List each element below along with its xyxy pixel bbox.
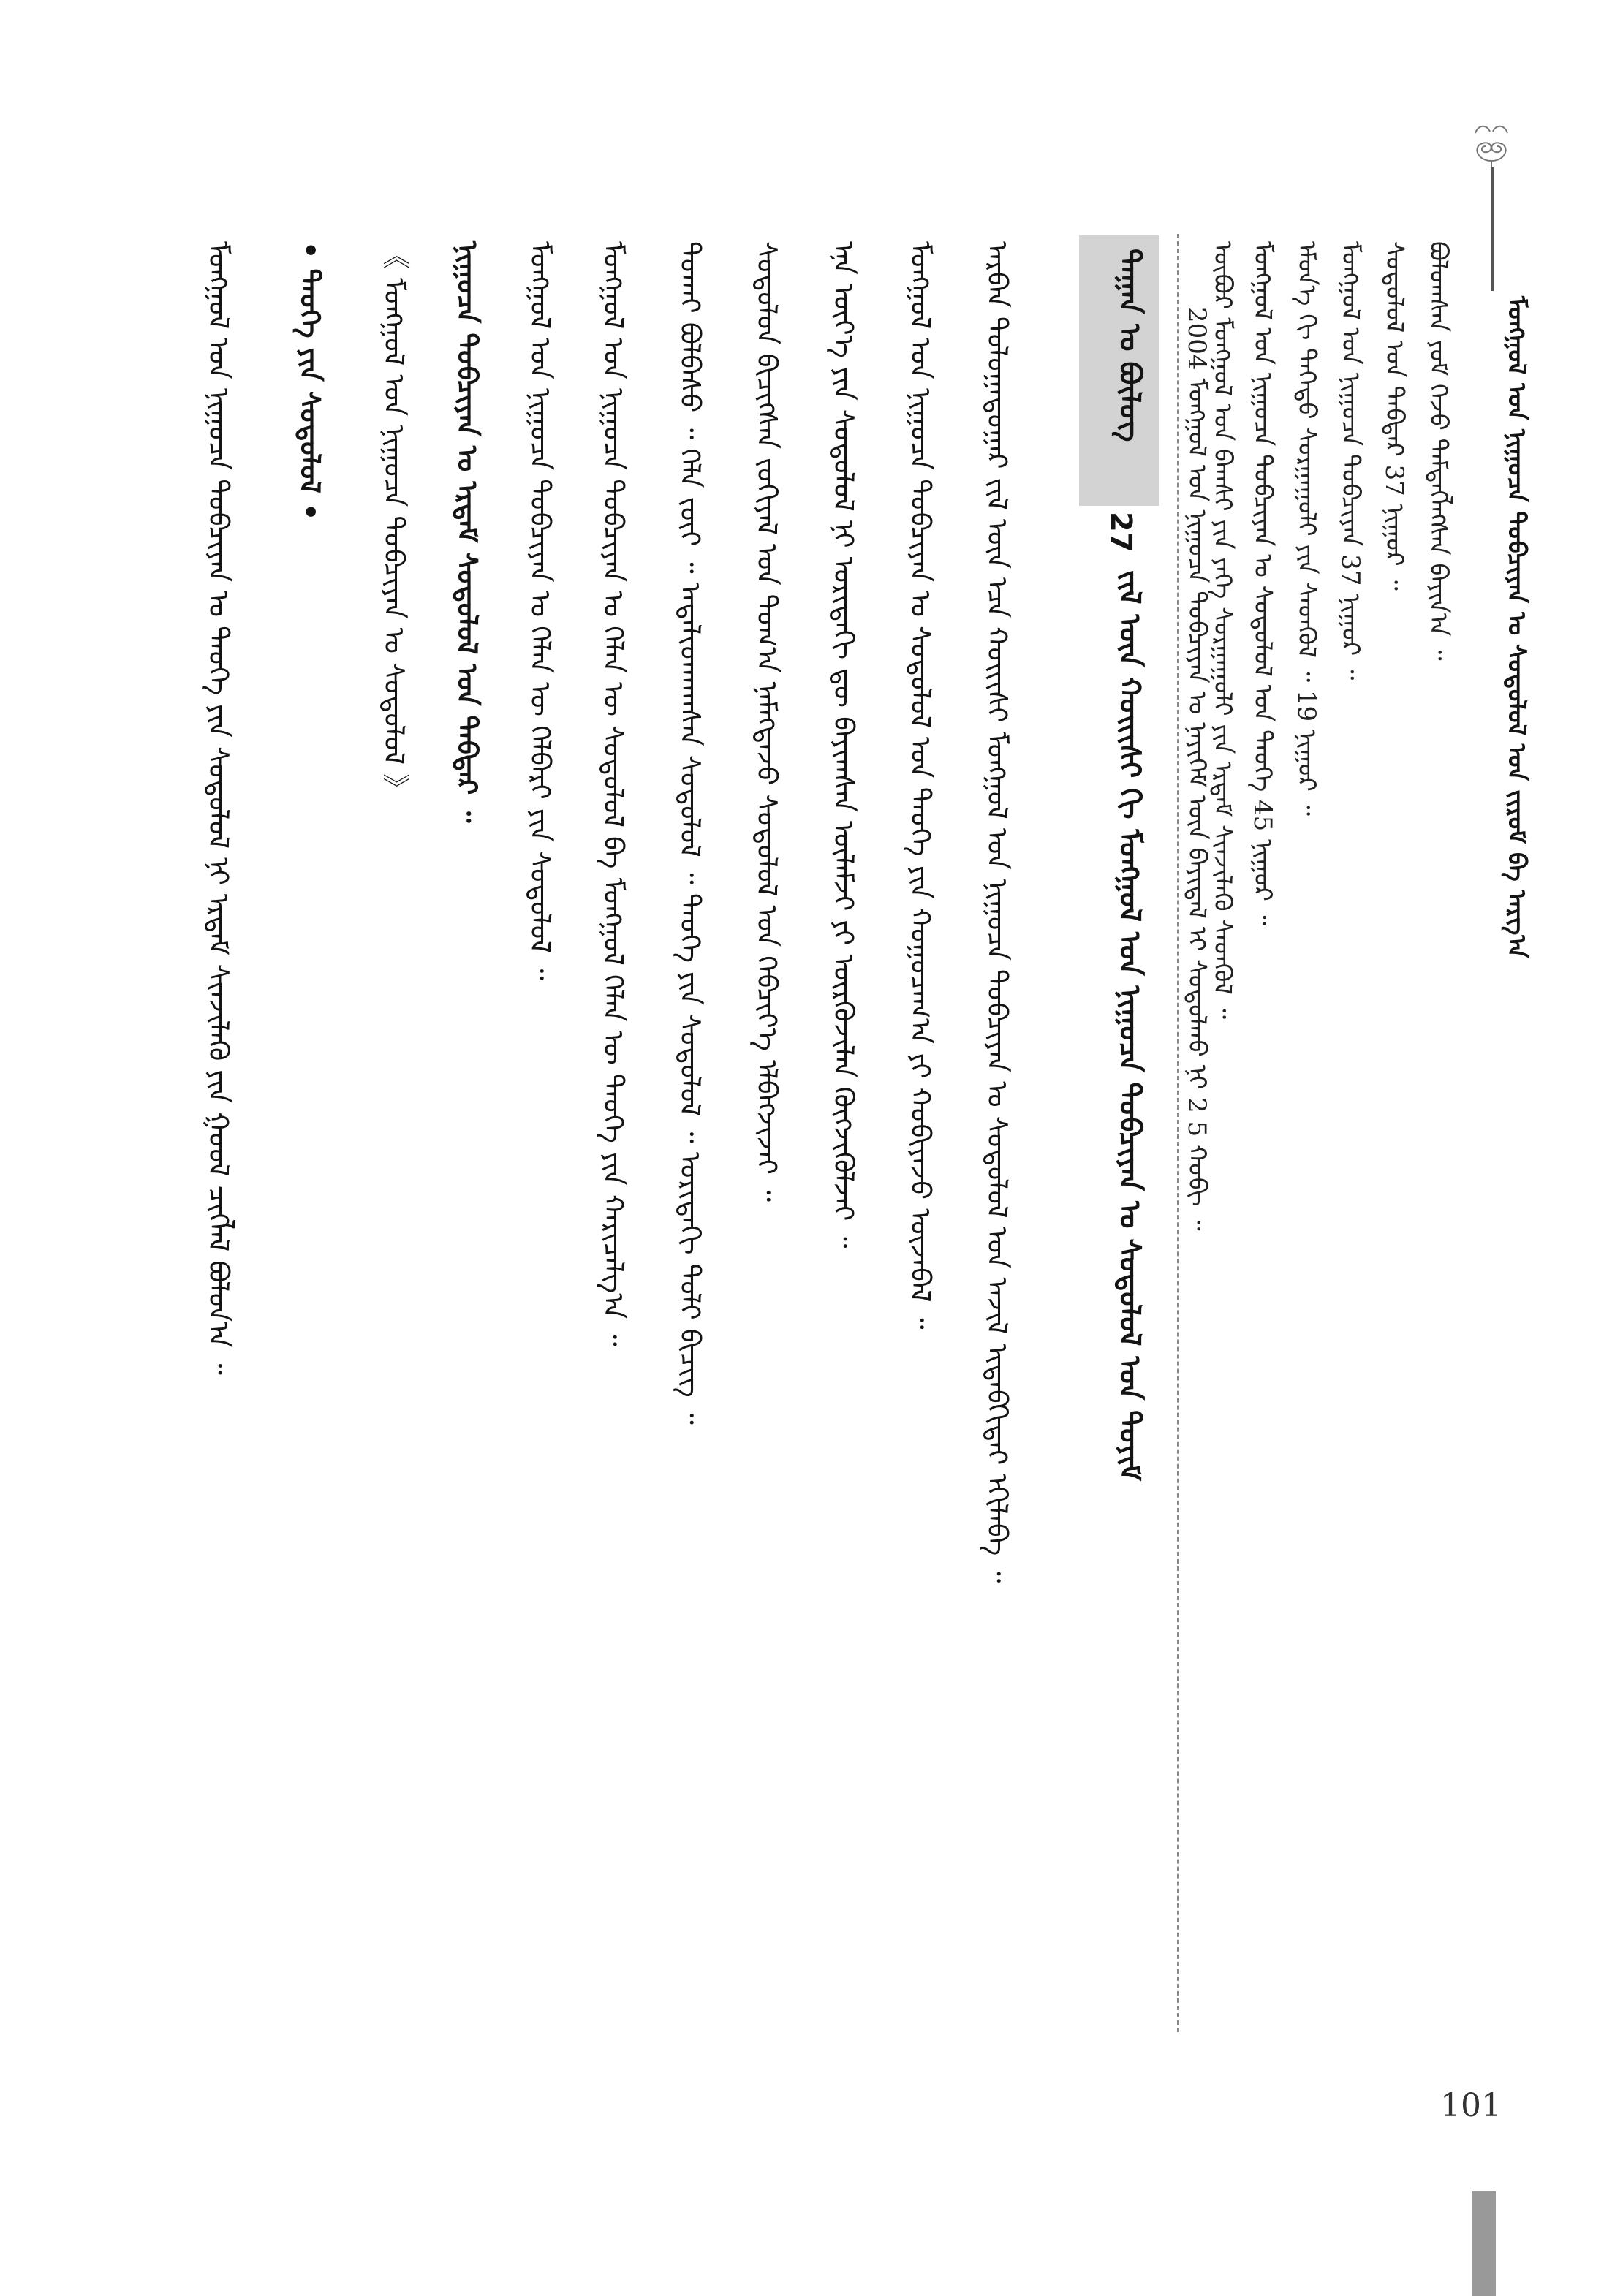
body-column-8: ᠨᠢᠭᠤᠴᠠ ᠲᠣᠪᠴᠢᠶᠠᠨ ᠤ ᠡᠷᠳᠡᠮ ᠰᠤᠳᠤᠯᠤᠯ ᠤᠨ ᠳᠡᠪᠲᠡᠷ ᠃ (451, 241, 483, 823)
footnote-5: ᠮᠣᠩᠭᠣᠯ ᠤᠨ ᠨᠢᠭᠤᠴᠠ ᠲᠣᠪᠴᠢᠶᠠᠨ ᠤ ᠰᠤᠳᠤᠯᠤᠯ ᠤᠨ ᠲᠡᠦᠬᠡ 45 ᠨᠢᠭᠤᠷ ᠃ (1248, 241, 1277, 926)
footnote-5-page: 45 (1248, 799, 1277, 832)
body-column-4: ᠰᠤᠳᠤᠯᠤᠨ ᠪᠢᠴᠢᠭᠰᠡᠨ ᠵᠣᠬᠢᠶᠠᠯ ᠤᠨ ᠲᠣᠭ᠎ᠠ ᠨᠡᠮᠡᠭᠳᠡᠵᠦ ᠰᠤᠳᠤᠯᠤᠯ ᠤᠨ ᠬᠡᠪᠴᠢᠶ᠎ᠡ ᠡᠯᠪᠡᠭᠵᠢᠵᠡᠢ ᠃ (751, 241, 783, 1202)
page-edge-tab (1472, 2191, 1496, 2296)
body-column-2: ᠮᠣᠩᠭᠣᠯ ᠤᠨ ᠨᠢᠭᠤᠴᠠ ᠲᠣᠪᠴᠢᠶᠠᠨ ᠤ ᠰᠤᠳᠤᠯᠤᠯ ᠤᠨ ᠲᠡᠦᠬᠡ ᠶᠢᠨ ᠬᠤᠭᠤᠴᠠᠭ᠎ᠠ ᠶᠢ ᠬᠤᠪᠢᠶᠠᠵᠤ ᠦᠵᠡᠪᠡᠯ ᠃ (904, 241, 937, 1330)
subheading-number: 27 (1104, 512, 1138, 553)
footnote-4-page: 19 (1292, 689, 1321, 722)
subheading-title: ᠵᠢᠯ ᠦᠨ ᠬᠣᠢᠢᠰᠢ ᠬᠢ ᠮᠣᠩᠭᠣᠯ ᠤᠨ ᠨᠢᠭᠤᠴᠠ ᠲᠣᠪᠴᠢᠶᠠᠨ ᠤ ᠰᠤᠳᠤᠯᠤᠯ ᠤᠨ ᠲᠣᠶᠢᠮ (1113, 570, 1146, 1481)
body-column-11: ᠮᠣᠩᠭᠣᠯ ᠤᠨ ᠨᠢᠭᠤᠴᠠ ᠲᠣᠪᠴᠢᠶᠠᠨ ᠤ ᠲᠡᠦᠬᠡ ᠶᠢᠨ ᠰᠤᠳᠤᠯᠤᠯ ᠨᠢ ᠡᠷᠳᠡᠮ ᠰᠢᠨᠵᠢᠯᠡᠬᠦ ᠶᠢᠨ ᠭᠣᠣᠯ ᠴᠢᠭᠯᠡᠯ ᠪᠣᠯᠤᠨ᠎ᠠ ᠃ (203, 241, 235, 1375)
subheading-label: ᠳᠠᠭᠠᠨ ᠤ ᠪᠦᠯᠦᠭ (1113, 249, 1146, 442)
body-column-7: ᠮᠣᠩᠭᠣᠯ ᠤᠨ ᠨᠢᠭᠤᠴᠠ ᠲᠣᠪᠴᠢᠶᠠᠨ ᠤ ᠬᠡᠯᠡᠨ ᠦ ᠬᠡᠯᠪᠡᠷᠢ ᠶᠢᠨ ᠰᠤᠳᠤᠯᠤᠯ ᠃ (524, 241, 556, 980)
body-column-9: 《 ᠮᠣᠩᠭᠣᠯ ᠤᠨ ᠨᠢᠭᠤᠴᠠ ᠲᠣᠪᠴᠢᠶᠠᠨ ᠤ ᠰᠤᠳᠤᠯᠤᠯ 》 (378, 241, 410, 802)
section-heading: • ᠲᠡᠦᠬᠡ ᠶᠢᠨ ᠰᠤᠳᠤᠯᠤᠯ • (294, 241, 326, 521)
footnote-7-day: 2 (1182, 1097, 1211, 1113)
footnote-4: ᠡᠮᠦᠨ᠎ᠡ ᠬᠢ ᠳᠡᠭᠡᠳᠦ ᠰᠤᠷᠭᠠᠭᠤᠯᠢ ᠶᠢᠨ ᠰᠡᠳᠬᠦᠯ ᠃ 19 ᠨᠢᠭᠤᠷ ᠃ (1292, 241, 1321, 816)
footnote-7: 2004 ᠮᠣᠩᠭᠣᠯ ᠤᠨ ᠨᠢᠭᠤᠴᠠ ᠲᠣᠪᠴᠢᠶᠠᠨ ᠤ ᠨᠡᠶᠢᠭᠡᠮ ᠦᠨ ᠪᠠᠶᠢᠳᠠᠯ ᠢ ᠰᠤᠳᠤᠯᠬᠤ ᠨᠢ 2 5 ᠬᠤᠪᠢ ᠃ (1182, 307, 1211, 1231)
footnote-2-page: 37 (1380, 464, 1409, 496)
footnote-7-month: 5 (1182, 1121, 1211, 1137)
footnote-3-page: 37 (1336, 554, 1365, 586)
page-number: 101 (1440, 2087, 1502, 2124)
flourish-ornament-icon (1462, 117, 1521, 168)
footnote-separator (1177, 234, 1179, 2032)
body-column-6: ᠮᠣᠩᠭᠣᠯ ᠤᠨ ᠨᠢᠭᠤᠴᠠ ᠲᠣᠪᠴᠢᠶᠠᠨ ᠤ ᠬᠡᠯᠡᠨ ᠦ ᠰᠤᠳᠤᠯᠤᠯ ᠪᠠ ᠮᠣᠩᠭᠣᠯ ᠬᠡᠯᠡᠨ ᠦ ᠲᠡᠦᠬᠡ ᠶᠢᠨ ᠬᠠᠷᠢᠴᠠᠯᠭ᠎ᠠ ᠃ (597, 241, 629, 1346)
footnote-3: ᠮᠣᠩᠭᠣᠯ ᠤᠨ ᠨᠢᠭᠤᠴᠠ ᠲᠣᠪᠴᠢᠶᠠᠨ 37 ᠨᠢᠭᠤᠷ ᠃ (1336, 241, 1365, 681)
footnote-2: ᠰᠤᠳᠤᠯᠤᠯ ᠤᠨ ᠳᠡᠪᠲᠡᠷ 37 ᠨᠢᠭᠤᠷ ᠃ (1380, 241, 1409, 591)
running-header: ᠮᠣᠩᠭᠣᠯ ᠤᠨ ᠨᠢᠭᠤᠴᠠ ᠲᠣᠪᠴᠢᠶᠠᠨ ᠤ ᠰᠤᠳᠤᠯᠤᠯ ᠤᠨ ᠵᠢᠷᠤᠮ ᠪᠠ ᠠᠷᠭ᠎ᠠ (1502, 296, 1531, 958)
footnote-7-year: 2004 (1182, 307, 1211, 371)
header-rule (1491, 167, 1494, 291)
body-column-3: ᠡᠨᠡ ᠦᠶ᠎ᠡ ᠶᠢᠨ ᠰᠤᠳᠤᠯᠤᠯ ᠨᠢ ᠤᠷᠢᠳᠠᠬᠢ ᠳᠦ ᠪᠠᠶᠢᠭᠰᠠᠨ ᠦᠯᠡᠮᠵᠢ ᠶᠢ ᠦᠷᠭᠦᠵᠢᠯᠡᠨ ᠬᠦᠭᠵᠢᠭᠦᠯᠵᠡᠢ ᠃ (828, 241, 860, 1249)
body-column-5: ᠲᠤᠬᠠᠢ ᠪᠣᠯᠪᠠᠰᠤ ᠃ ᠬᠡᠯᠡ ᠵᠦᠢ ᠃ ᠠᠳᠠᠯᠢᠳᠬᠠᠭᠰᠠᠨ ᠰᠤᠳᠤᠯᠤᠯ ᠃ ᠲᠡᠦᠬᠡ ᠶᠢᠨ ᠰᠤᠳᠤᠯᠤᠯ ᠃ ᠤᠷᠢᠳᠠᠬᠢ ᠲᠣᠯᠢ ᠪᠢᠴᠢᠭ ᠃ (674, 241, 706, 1425)
body-column-1: ᠠᠷᠪᠠᠨ ᠳᠣᠯᠤᠭᠠᠳᠤᠭᠠᠷ ᠵᠢᠯ ᠦᠨ ᠡᠴᠡ ᠬᠣᠢᠢᠰᠢ ᠮᠣᠩᠭᠣᠯ ᠤᠨ ᠨᠢᠭᠤᠴᠠ ᠲᠣᠪᠴᠢᠶᠠᠨ ᠤ ᠰᠤᠳᠤᠯᠤᠯ ᠤᠨ ᠠᠵᠢᠯ ᠢᠳᠡᠪᠬᠢᠲᠡᠶ ᠡᠬᠢᠯᠡᠪᠡ ᠃ (981, 241, 1013, 1583)
footnote-1: ᠪᠣᠯᠤᠭᠰᠠᠨ ᠶᠤᠮ ᠭᠡᠵᠦ ᠲᠡᠮᠳᠡᠭᠯᠡᠭᠰᠡᠨ ᠪᠠᠶᠢᠨ᠎ᠠ ᠃ (1423, 241, 1453, 661)
footnote-6: ᠦᠪᠦᠷ ᠮᠣᠩᠭᠣᠯ ᠤᠨ ᠪᠠᠭᠰᠢ ᠶᠢᠨ ᠶᠡᠬᠡ ᠰᠤᠷᠭᠠᠭᠤᠯᠢ ᠶᠢᠨ ᠡᠷᠳᠡᠮ ᠰᠢᠨᠵᠢᠯᠡᠬᠦ ᠰᠡᠳᠬᠦᠯ ᠃ (1208, 241, 1237, 1020)
